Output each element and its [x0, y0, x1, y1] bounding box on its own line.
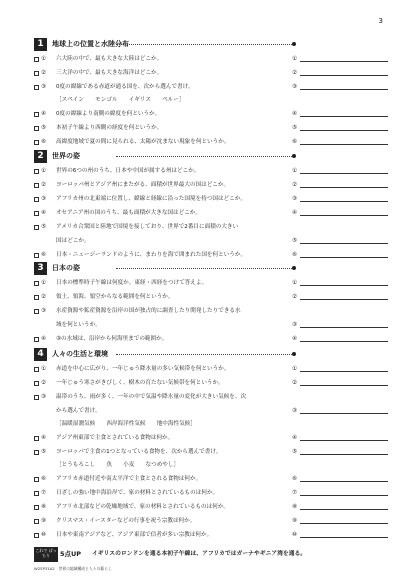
- question-text: アフリカ北部などの乾燥地域で、家の材料とされているものは何か。: [56, 504, 230, 510]
- question-number: ③: [41, 196, 47, 202]
- footer-code: W2SP31A2 世界の地域構成と人々の暮らし: [34, 566, 112, 571]
- question-number: ⑥: [41, 476, 47, 482]
- answer-field[interactable]: [292, 66, 297, 80]
- choice-list: ［温暖湿潤気候 西岸海洋性気候 地中海性気候］: [56, 421, 196, 427]
- answer-line: [300, 454, 388, 455]
- question-number: ①: [41, 168, 47, 174]
- question-text: 温帯のうち、雨が多く、一年の中で気温や降水量の変化が大きい気候を、次: [56, 394, 247, 400]
- answer-field[interactable]: [292, 486, 297, 500]
- checkbox[interactable]: [34, 126, 39, 131]
- question-text: 領土、領海、領空からなる範囲を何というか。: [56, 294, 174, 300]
- answer-number: ②: [292, 182, 298, 188]
- answer-line: [300, 173, 388, 174]
- checkbox[interactable]: [34, 477, 39, 482]
- answer-number: ①: [292, 168, 298, 174]
- section-4: [34, 348, 386, 542]
- answer-number: ⑥: [292, 252, 298, 258]
- section-2: [34, 150, 386, 262]
- answer-line: [300, 523, 388, 524]
- answer-number: ④: [292, 111, 298, 117]
- question-number: ③: [41, 84, 47, 90]
- answer-field[interactable]: [292, 362, 297, 376]
- question-text: ③の水域は、沿岸から何海里までの範囲か。: [56, 336, 168, 342]
- answer-field[interactable]: [292, 318, 297, 332]
- section-header: [34, 150, 386, 164]
- checkbox[interactable]: [34, 183, 39, 188]
- question-row: [34, 445, 386, 459]
- question-row: [34, 332, 386, 346]
- section-header: [34, 348, 386, 362]
- answer-number: ②: [292, 70, 298, 76]
- section-dot: [292, 352, 296, 356]
- checkbox[interactable]: [34, 491, 39, 496]
- question-row: [34, 390, 386, 404]
- answer-line: [300, 75, 388, 76]
- answer-number: ①: [292, 280, 298, 286]
- section-rule: [116, 354, 294, 355]
- question-row: [34, 135, 386, 149]
- checkbox[interactable]: [34, 309, 39, 314]
- question-row: [34, 528, 386, 542]
- section-1: [34, 38, 386, 149]
- answer-field[interactable]: [292, 192, 297, 206]
- question-row: [34, 376, 386, 390]
- section-rule: [116, 268, 294, 269]
- question-text: クリスマス・イースターなどの行事を祝う宗教は何か。: [56, 518, 196, 524]
- answer-number: ①: [292, 56, 298, 62]
- answer-field[interactable]: [292, 431, 297, 445]
- answer-line: [300, 257, 388, 258]
- answer-line: [300, 130, 388, 131]
- answer-number: ⑤: [292, 125, 298, 131]
- question-row: [34, 107, 386, 121]
- question-text: 世界の6つの州のうち、日本や中国が属する州はどこか。: [56, 168, 200, 174]
- question-number: ⑤: [41, 224, 47, 230]
- question-row: [34, 164, 386, 178]
- section-number: 4: [34, 348, 47, 361]
- section-header: [34, 262, 386, 276]
- question-row: [34, 290, 386, 304]
- answer-number: ②: [292, 380, 298, 386]
- question-row: [34, 178, 386, 192]
- checkbox[interactable]: [34, 225, 39, 230]
- answer-field[interactable]: [292, 52, 297, 66]
- checkbox[interactable]: [34, 295, 39, 300]
- answer-number: ④: [292, 210, 298, 216]
- question-number: ⑤: [41, 449, 47, 455]
- question-text: ヨーロッパ州とアジア州にまたがる、面積が世界最大の国はどこか。: [56, 182, 230, 188]
- answer-field[interactable]: [292, 528, 297, 542]
- answer-field[interactable]: [292, 178, 297, 192]
- question-row: [34, 514, 386, 528]
- answer-number: ⑤: [292, 238, 298, 244]
- answer-number: ③: [292, 322, 298, 328]
- question-row: [34, 121, 386, 135]
- answer-field[interactable]: [292, 445, 297, 459]
- answer-line: [300, 341, 388, 342]
- question-number: ⑥: [41, 139, 47, 145]
- answer-field[interactable]: [292, 121, 297, 135]
- question-number: ④: [41, 111, 47, 117]
- answer-number: ④: [292, 336, 298, 342]
- answer-number: ④: [292, 435, 298, 441]
- section-title: 人々の生活と環境: [52, 350, 108, 358]
- checkbox[interactable]: [34, 85, 39, 90]
- question-number: ④: [41, 210, 47, 216]
- question-text: 本初子午線より西側の経度を何というか。: [56, 125, 163, 131]
- question-row: [34, 52, 386, 66]
- answer-number: ⑤: [292, 449, 298, 455]
- question-text: 赤道を中心に広がり、一年じゅう降水量の多い気候帯を何というか。: [56, 366, 230, 372]
- question-text: 水産資源や鉱産資源を沿岸の国が独占的に調査したり開発したりできる水: [56, 308, 241, 314]
- question-row: [34, 472, 386, 486]
- question-text: から選んで書け。: [56, 408, 101, 414]
- question-text: アフリカ州の北東端に位置し、緯線と経線に沿った国境を持つ国はどこか。: [56, 196, 246, 202]
- question-row: [34, 66, 386, 80]
- question-number: ②: [41, 182, 47, 188]
- question-row: [34, 486, 386, 500]
- section-header: [34, 38, 386, 52]
- question-row: [34, 500, 386, 514]
- answer-line: [300, 371, 388, 372]
- question-row: [34, 276, 386, 290]
- answer-line: [300, 537, 388, 538]
- answer-line: [300, 116, 388, 117]
- question-row: [34, 220, 386, 234]
- question-number: ⑧: [41, 504, 47, 510]
- question-number: ②: [41, 294, 47, 300]
- question-number: ⑥: [41, 252, 47, 258]
- question-text: アジア州東部で主食とされている食物は何か。: [56, 435, 174, 441]
- question-text: 0度の緯線より南側の緯度を何というか。: [56, 111, 161, 117]
- question-text: オセアニア州の国のうち、最も面積が大きな国はどこか。: [56, 210, 201, 216]
- checkbox[interactable]: [34, 367, 39, 372]
- answer-line: [300, 299, 388, 300]
- section-number: 2: [34, 150, 47, 163]
- section-rule: [116, 156, 294, 157]
- answer-number: ⑧: [292, 504, 298, 510]
- question-text: 一年じゅう寒さがきびしく、樹木の育たない気候帯を何というか。: [56, 380, 224, 386]
- checkbox[interactable]: [34, 211, 39, 216]
- answer-line: [300, 243, 388, 244]
- section-dot: [292, 42, 296, 46]
- answer-field[interactable]: [292, 234, 297, 248]
- question-continuation: [34, 318, 386, 332]
- question-number: ⑩: [41, 532, 47, 538]
- answer-number: ⑥: [292, 139, 298, 145]
- section-title: 日本の姿: [52, 264, 80, 272]
- question-text: 日本や東南アジアなど、アジア東部で信者が多い宗教は何か。: [56, 532, 213, 538]
- answer-line: [300, 385, 388, 386]
- answer-number: ③: [292, 196, 298, 202]
- answer-line: [300, 187, 388, 188]
- question-row: [34, 80, 386, 94]
- question-number: ⑤: [41, 125, 47, 131]
- answer-field[interactable]: [292, 276, 297, 290]
- question-number: ④: [41, 435, 47, 441]
- checkbox[interactable]: [34, 533, 39, 538]
- checkbox[interactable]: [34, 253, 39, 258]
- answer-line: [300, 215, 388, 216]
- checkbox[interactable]: [34, 505, 39, 510]
- question-number: ③: [41, 308, 47, 314]
- checkbox[interactable]: [34, 197, 39, 202]
- answer-field[interactable]: [292, 376, 297, 390]
- question-number: ①: [41, 56, 47, 62]
- answer-line: [300, 440, 388, 441]
- checkbox[interactable]: [34, 281, 39, 286]
- question-text: 三大洋の中で、最も大きな海洋はどこか。: [56, 70, 163, 76]
- answer-field[interactable]: [292, 472, 297, 486]
- question-row: [34, 192, 386, 206]
- question-continuation: [34, 234, 386, 248]
- answer-field[interactable]: [292, 500, 297, 514]
- question-row: [34, 304, 386, 318]
- page-number: 3: [378, 17, 383, 25]
- question-text: 高緯度地域で夏の間に見られる、太陽が沈まない現象を何というか。: [56, 139, 230, 145]
- answer-number: ⑨: [292, 518, 298, 524]
- answer-field[interactable]: [292, 290, 297, 304]
- question-row: [34, 206, 386, 220]
- section-dot: [292, 154, 296, 158]
- checkbox[interactable]: [34, 436, 39, 441]
- answer-line: [300, 61, 388, 62]
- footer-tip: イギリスのロンドンを通る本初子午線は、アフリカではガーナやギニア湾を通る。: [92, 551, 307, 557]
- question-text: 日ざしの強い地中海沿岸で、家の材料とされているものは何か。: [56, 490, 219, 496]
- answer-field[interactable]: [292, 514, 297, 528]
- section-title: 世界の姿: [52, 152, 80, 160]
- answer-field[interactable]: [292, 164, 297, 178]
- question-text: 六大陸の中で、最も大きな大陸はどこか。: [56, 56, 163, 62]
- question-text: アメリカ合衆国と陸地で国境を接しており、世界で2番目に面積の大きい: [56, 224, 239, 230]
- section-title: 地球上の位置と水陸分布: [52, 40, 129, 48]
- question-row: [34, 362, 386, 376]
- checkbox[interactable]: [34, 140, 39, 145]
- answer-line: [300, 481, 388, 482]
- question-text: アフリカ赤道付近や南太平洋で主食とされる食物は何か。: [56, 476, 202, 482]
- question-number: ②: [41, 70, 47, 76]
- answer-field[interactable]: [292, 206, 297, 220]
- question-text: 日本の標準時子午線は何度か。東経・西経をつけて答えよ。: [56, 280, 208, 286]
- answer-number: ③: [292, 84, 298, 90]
- section-number: 3: [34, 262, 47, 275]
- question-number: ①: [41, 280, 47, 286]
- answer-line: [300, 495, 388, 496]
- question-number: ④: [41, 336, 47, 342]
- answer-field[interactable]: [292, 135, 297, 149]
- choice-list: ［とうもろこし 魚 小麦 なつめやし］: [56, 462, 180, 468]
- answer-line: [300, 89, 388, 90]
- answer-field[interactable]: [292, 107, 297, 121]
- question-row: [34, 431, 386, 445]
- answer-line: [300, 285, 388, 286]
- checkbox[interactable]: [34, 71, 39, 76]
- answer-field[interactable]: [292, 404, 297, 418]
- answer-number: ③: [292, 408, 298, 414]
- checkbox[interactable]: [34, 450, 39, 455]
- question-number: ③: [41, 394, 47, 400]
- checkbox[interactable]: [34, 381, 39, 386]
- checkbox[interactable]: [34, 519, 39, 524]
- question-number: ②: [41, 380, 47, 386]
- answer-number: ①: [292, 366, 298, 372]
- checkbox[interactable]: [34, 337, 39, 342]
- question-text: 域を何というか。: [56, 322, 101, 328]
- checkbox[interactable]: [34, 57, 39, 62]
- answer-field[interactable]: [292, 80, 297, 94]
- answer-number: ⑥: [292, 476, 298, 482]
- question-text: ヨーロッパで主食の1つとなっている食物を、次から選んで書け。: [56, 449, 222, 455]
- question-number: ⑨: [41, 518, 47, 524]
- section-number: 1: [34, 38, 47, 51]
- question-text: 日本・ニュージーランドのように、まわりを海で囲まれた国を何というか。: [56, 252, 247, 258]
- answer-field[interactable]: [292, 248, 297, 262]
- question-row: [34, 248, 386, 262]
- answer-line: [300, 201, 388, 202]
- checkbox[interactable]: [34, 112, 39, 117]
- question-number: ①: [41, 366, 47, 372]
- section-3: [34, 262, 386, 346]
- question-text: 0度の緯線である赤道が通る国を、次から選んで書け。: [56, 84, 194, 90]
- answer-line: [300, 509, 388, 510]
- answer-number: ②: [292, 294, 298, 300]
- question-number: ⑦: [41, 490, 47, 496]
- section-dot: [292, 266, 296, 270]
- answer-number: ⑦: [292, 490, 298, 496]
- choice-list: ［スペイン モンゴル イギリス ペルー］: [56, 97, 185, 103]
- footer-up-label: 5点UP: [60, 550, 82, 558]
- answer-line: [300, 327, 388, 328]
- checkbox[interactable]: [34, 395, 39, 400]
- answer-line: [300, 413, 388, 414]
- answer-line: [300, 144, 388, 145]
- checkbox[interactable]: [34, 169, 39, 174]
- answer-number: ⑩: [292, 532, 298, 538]
- footer-badge: これで ばっちり: [34, 547, 58, 562]
- answer-field[interactable]: [292, 332, 297, 346]
- question-text: 国はどこか。: [56, 238, 90, 244]
- section-rule: [116, 44, 294, 45]
- question-continuation: [34, 404, 386, 418]
